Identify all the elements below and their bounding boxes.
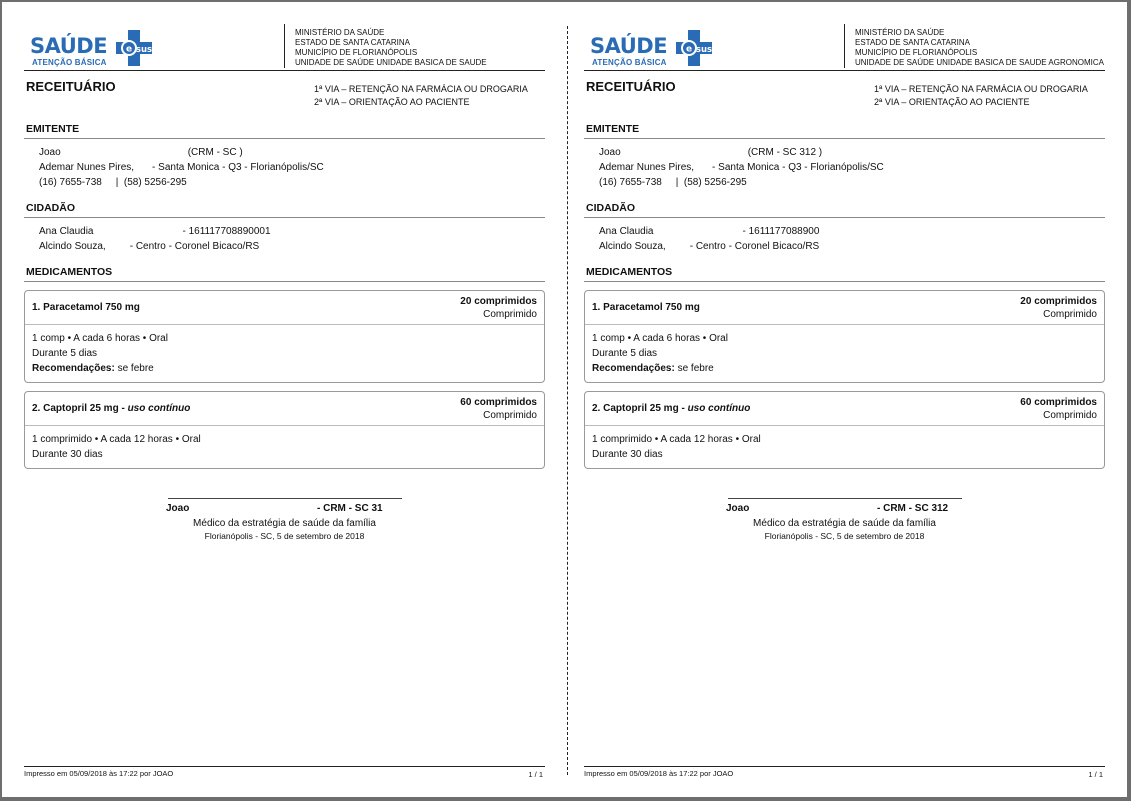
cidadao-street: Alcindo Souza, — [599, 241, 666, 252]
medication-card — [24, 391, 545, 469]
medication-duration: Durante 30 dias — [592, 449, 663, 460]
document-title: RECEITUÁRIO — [586, 79, 676, 94]
emitente-phone: (16) 7655-738 | (58) 5256-295 — [39, 177, 187, 188]
medication-name: 2. Captopril 25 mg - uso contínuo — [592, 403, 751, 414]
emitente-crm: (CRM - SC ) — [187, 147, 243, 158]
emitente-phone: (16) 7655-738 | (58) 5256-295 — [599, 177, 747, 188]
signer — [584, 503, 1105, 517]
medication-quantity: 60 comprimidos Comprimido — [460, 397, 537, 421]
svg-text:e: e — [125, 44, 133, 55]
header — [584, 24, 1105, 71]
signer-role: Médico da estratégia de saúde da família — [753, 518, 936, 529]
printed-info: Impresso em 05/09/2018 às 17:22 por JOAO — [584, 769, 734, 778]
medication-dose: 1 comp • A cada 6 horas • Oral — [32, 333, 168, 344]
svg-text:e: e — [685, 44, 693, 55]
medication-dose: 1 comp • A cada 6 horas • Oral — [592, 333, 728, 344]
emitente-heading: EMITENTE — [24, 123, 545, 139]
place-date: Florianópolis - SC, 5 de setembro de 2018 — [204, 531, 365, 541]
document-title: RECEITUÁRIO — [26, 79, 116, 94]
gov-line: ESTADO DE SANTA CATARINA — [295, 38, 410, 47]
medication-quantity: 20 comprimidos Comprimido — [460, 296, 537, 320]
title-row — [584, 71, 1105, 123]
via-notes — [314, 83, 528, 109]
cidadao-name: Ana Claudia — [599, 226, 654, 237]
cidadao-heading: CIDADÃO — [24, 202, 545, 218]
medicamentos-heading: MEDICAMENTOS — [584, 266, 1105, 282]
cidadao-document: - 161117708890001 — [182, 226, 271, 237]
cidadao-details — [24, 224, 545, 254]
health-cross-icon — [674, 28, 714, 68]
prescription-copy-left — [24, 24, 545, 780]
medication-instructions — [25, 426, 544, 468]
signer-role: Médico da estratégia de saúde da família — [193, 518, 376, 529]
logo-subtitle: ATENÇÃO BÁSICA — [32, 58, 107, 67]
page-number: 1 / 1 — [1088, 770, 1103, 779]
medication-card — [584, 290, 1105, 383]
government-block — [844, 24, 1104, 68]
logo-word: SAÚDE — [590, 34, 668, 58]
medication-dose: 1 comprimido • A cada 12 horas • Oral — [32, 434, 201, 445]
page-number: 1 / 1 — [528, 770, 543, 779]
via-notes — [874, 83, 1088, 109]
emitente-name: Joao — [599, 147, 621, 158]
signer-crm: - CRM - SC 312 — [877, 503, 949, 514]
medication-recommendation: Recomendações: se febre — [592, 363, 714, 374]
via-2: 2ª VIA – ORIENTAÇÃO AO PACIENTE — [314, 97, 470, 107]
cidadao-district: - Centro - Coronel Bicaco/RS — [689, 241, 820, 252]
prescription-copy-right — [584, 24, 1105, 780]
cidadao-heading: CIDADÃO — [584, 202, 1105, 218]
medication-duration: Durante 5 dias — [32, 348, 98, 359]
medication-quantity: 20 comprimidos Comprimido — [1020, 296, 1097, 320]
medication-name: 2. Captopril 25 mg - uso contínuo — [32, 403, 191, 414]
print-footer — [584, 766, 1105, 778]
emitente-district: - Santa Monica - Q3 - Florianópolis/SC — [152, 162, 324, 173]
medication-duration: Durante 5 dias — [592, 348, 658, 359]
emitente-heading: EMITENTE — [584, 123, 1105, 139]
gov-line: ESTADO DE SANTA CATARINA — [855, 38, 970, 47]
medication-header — [585, 291, 1104, 325]
cidadao-name: Ana Claudia — [39, 226, 94, 237]
health-cross-icon — [114, 28, 154, 68]
cut-line — [567, 26, 568, 775]
esus-logo — [590, 28, 715, 68]
medication-header — [585, 392, 1104, 426]
government-block — [284, 24, 487, 68]
signer-name: Joao — [726, 503, 750, 514]
signature-block — [584, 498, 1105, 543]
signer-crm: - CRM - SC 31 — [317, 503, 383, 514]
emitente-district: - Santa Monica - Q3 - Florianópolis/SC — [712, 162, 884, 173]
logo-badge: sus — [695, 45, 713, 55]
cidadao-details — [584, 224, 1105, 254]
emitente-details — [24, 145, 545, 190]
cidadao-document: - 1611177088900 — [742, 226, 820, 237]
place-date: Florianópolis - SC, 5 de setembro de 2018 — [764, 531, 925, 541]
logo-subtitle: ATENÇÃO BÁSICA — [592, 58, 667, 67]
medication-quantity: 60 comprimidos Comprimido — [1020, 397, 1097, 421]
medication-instructions — [585, 426, 1104, 468]
title-row — [24, 71, 545, 123]
signer — [24, 503, 545, 517]
gov-line: UNIDADE DE SAÚDE UNIDADE BASICA DE SAUDE AGRONOMICA — [855, 58, 1104, 67]
emitente-crm: (CRM - SC 312 ) — [747, 147, 823, 158]
gov-line: MINISTÉRIO DA SAÚDE — [855, 28, 945, 37]
medication-dose: 1 comprimido • A cada 12 horas • Oral — [592, 434, 761, 445]
medication-name: 1. Paracetamol 750 mg — [592, 302, 700, 313]
medication-header — [25, 392, 544, 426]
medication-card — [584, 391, 1105, 469]
medicamentos-heading: MEDICAMENTOS — [24, 266, 545, 282]
signature-block — [24, 498, 545, 543]
header — [24, 24, 545, 71]
via-1: 1ª VIA – RETENÇÃO NA FARMÁCIA OU DROGARIA — [314, 84, 528, 94]
emitente-name: Joao — [39, 147, 61, 158]
cidadao-district: - Centro - Coronel Bicaco/RS — [129, 241, 260, 252]
logo-word: SAÚDE — [30, 34, 108, 58]
printed-info: Impresso em 05/09/2018 às 17:22 por JOAO — [24, 769, 174, 778]
emitente-street: Ademar Nunes Pires, — [599, 162, 695, 173]
gov-line: MUNICÍPIO DE FLORIANÓPOLIS — [855, 48, 978, 57]
medication-name: 1. Paracetamol 750 mg — [32, 302, 140, 313]
cidadao-street: Alcindo Souza, — [39, 241, 106, 252]
gov-line: MINISTÉRIO DA SAÚDE — [295, 28, 385, 37]
gov-line: MUNICÍPIO DE FLORIANÓPOLIS — [295, 48, 418, 57]
emitente-details — [584, 145, 1105, 190]
logo-badge: sus — [135, 45, 153, 55]
medication-recommendation: Recomendações: se febre — [32, 363, 154, 374]
print-footer — [24, 766, 545, 778]
emitente-street: Ademar Nunes Pires, — [39, 162, 135, 173]
medication-card — [24, 290, 545, 383]
medication-instructions — [25, 325, 544, 382]
medication-instructions — [585, 325, 1104, 382]
medication-duration: Durante 30 dias — [32, 449, 103, 460]
signature-line — [728, 498, 962, 499]
signer-name: Joao — [166, 503, 190, 514]
gov-line: UNIDADE DE SAÚDE UNIDADE BASICA DE SAUDE — [295, 58, 487, 67]
via-1: 1ª VIA – RETENÇÃO NA FARMÁCIA OU DROGARIA — [874, 84, 1088, 94]
esus-logo — [30, 28, 155, 68]
signature-line — [168, 498, 402, 499]
medication-header — [25, 291, 544, 325]
via-2: 2ª VIA – ORIENTAÇÃO AO PACIENTE — [874, 97, 1030, 107]
